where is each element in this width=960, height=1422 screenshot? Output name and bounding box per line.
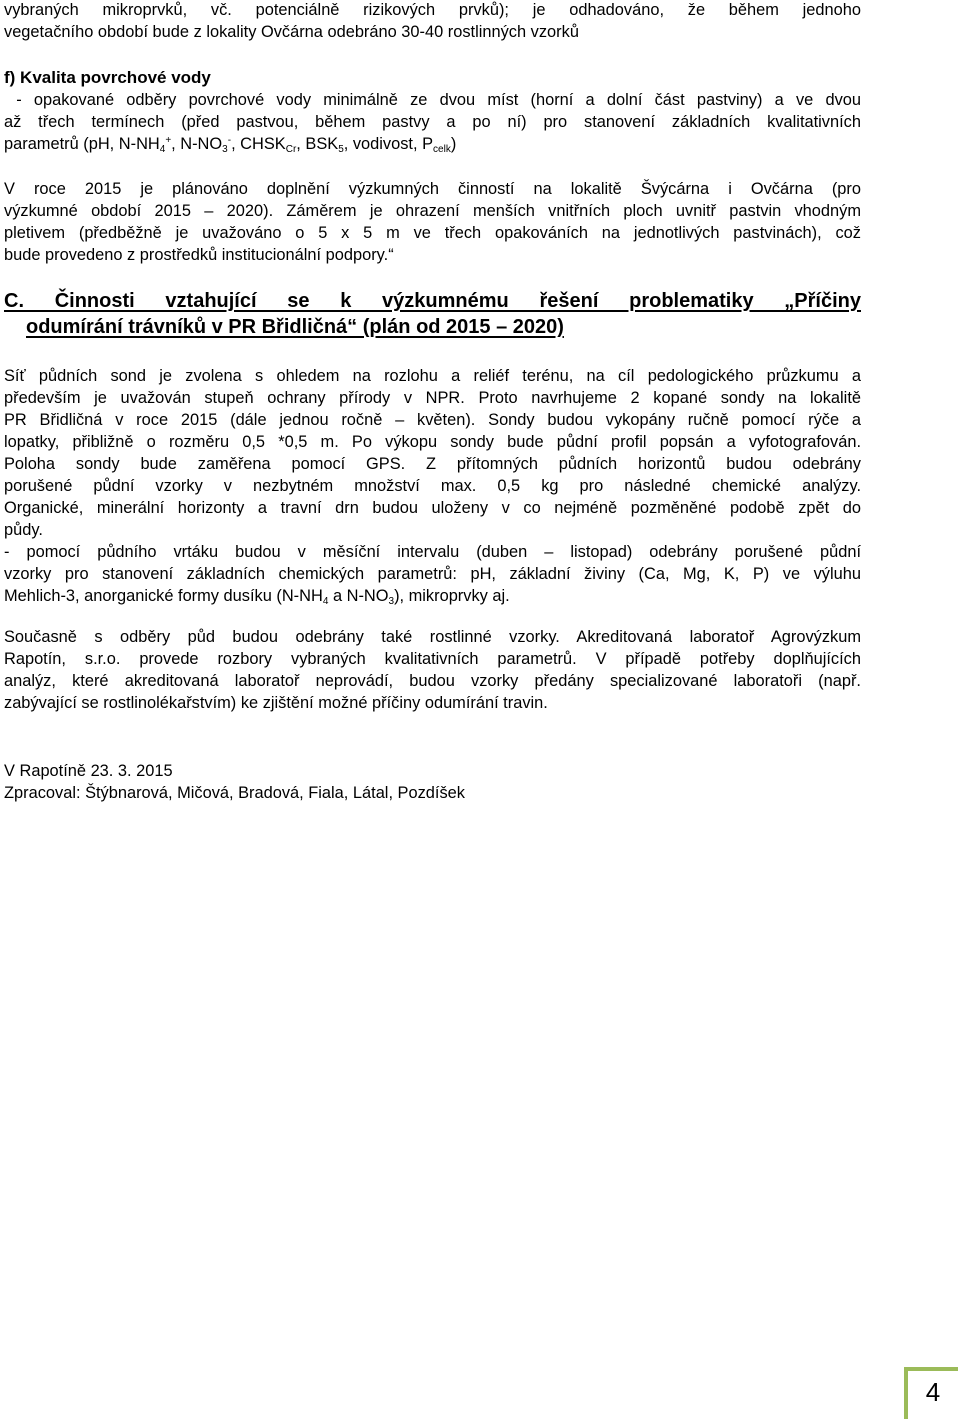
place-date: V Rapotíně 23. 3. 2015: [4, 762, 173, 780]
text-line: lopatky, přibližně o rozměru 0,5 *0,5 m. Po výkopu sondy bude půdní profil popsán a vyfotografován.: [4, 433, 861, 451]
text-line: zabývající se rostlinolékařstvím) ke zjištění možné příčiny odumírání travin.: [4, 694, 548, 712]
heading-line: C. Činnosti vztahující se k výzkumnému řešení problematiky „Příčiny: [4, 290, 861, 312]
signature-block: [4, 760, 861, 804]
text-line: - opakované odběry povrchové vody minimálně ze dvou míst (horní a dolní část pastviny) a ve dvou: [4, 91, 861, 109]
text-line: V roce 2015 je plánováno doplnění výzkumných činností na lokalitě Švýcárna i Ovčárna (pro: [4, 180, 861, 198]
parameter-line: parametrů (pH, $N-NH_4^+$, $N-NO_3^-$, $CHSK_{Cr}$, $BSK_5$, vodivost, $P_{celk}$): [4, 135, 457, 155]
paragraph-top: [4, 0, 861, 43]
section-c-heading: [4, 288, 861, 340]
section-heading: f) Kvalita povrchové vody: [4, 68, 211, 87]
text-line: bude provedeno z prostředků institucionální podpory.“: [4, 246, 394, 264]
text-line: až třech termínech (před pastvou, během pastvy a po ní) pro stanovení základních kvalitativních: [4, 113, 861, 131]
page-number: 4: [925, 1377, 941, 1407]
text-line: půdy.: [4, 521, 43, 539]
text-line: Současně s odběry půd budou odebrány také rostlinné vzorky. Akreditovaná laboratoř Agrovýzkum: [4, 628, 861, 646]
paragraph-plant-samples: [4, 626, 861, 714]
text-line: Mehlich-3, anorganické formy dusíku ($N-NH_4$ a $N-NO_3$), mikroprvky aj.: [4, 587, 510, 607]
section-f: [4, 67, 861, 155]
paragraph-plan-2015: [4, 178, 861, 266]
text-line: Organické, minerální horizonty a travní drn budou uloženy v co nejméně pozměněné podobě zpět do: [4, 499, 861, 517]
text-line: Poloha sondy bude zaměřena pomocí GPS. Z přítomných půdních horizontů budou odebrány: [4, 455, 861, 473]
text-line: vegetačního období bude z lokality Ovčárna odebráno 30-40 rostlinných vzorků: [4, 23, 579, 41]
heading-line: odumírání trávníků v PR Břidličná“ (plán od 2015 – 2020): [26, 316, 564, 338]
paragraph-soil-probes: [4, 365, 861, 607]
text-line: výzkumné období 2015 – 2020). Záměrem je ohrazení menších vnitřních ploch uvnitř pastvin vhodným: [4, 202, 861, 220]
text-line: pletivem (předběžně je uvažováno o 5 x 5 m ve třech opakováních na jednotlivých pastvinách), což: [4, 224, 861, 242]
text-line: vybraných mikroprvků, vč. potenciálně rizikových prvků); je odhadováno, že během jednoho: [4, 1, 861, 19]
text-line: vzorky pro stanovení základních chemických parametrů: pH, základní živiny (Ca, Mg, K, P) ve výluhu: [4, 565, 861, 583]
text-line: PR Břidličná v roce 2015 (dále jednou ročně – květen). Sondy budou vykopány ručně pomocí rýče a: [4, 411, 861, 429]
text-line: porušené půdní vzorky v nezbytném množství max. 0,5 kg pro následné chemické analýzy.: [4, 477, 861, 495]
text-line: - pomocí půdního vrtáku budou v měsíční intervalu (duben – listopad) odebrány porušené půdní: [4, 543, 861, 561]
text-line: Síť půdních sond je zvolena s ohledem na rozlohu a reliéf terénu, na cíl pedologického průzkumu a: [4, 367, 861, 385]
text-line: Rapotín, s.r.o. provede rozbory vybraných kvalitativních parametrů. V případě potřeby doplňujících: [4, 650, 861, 668]
text-line: analýz, které akreditovaná laboratoř neprovádí, budou vzorky předány specializované laboratoři (např.: [4, 672, 861, 690]
text-line: především je uvažován stupeň ochrany přírody v NPR. Proto navrhujeme 2 kopané sondy na lokalitě: [4, 389, 861, 407]
page-number-border-top: [904, 1367, 958, 1371]
authors: Zpracoval: Štýbnarová, Mičová, Bradová, Fiala, Látal, Pozdíšek: [4, 784, 465, 802]
